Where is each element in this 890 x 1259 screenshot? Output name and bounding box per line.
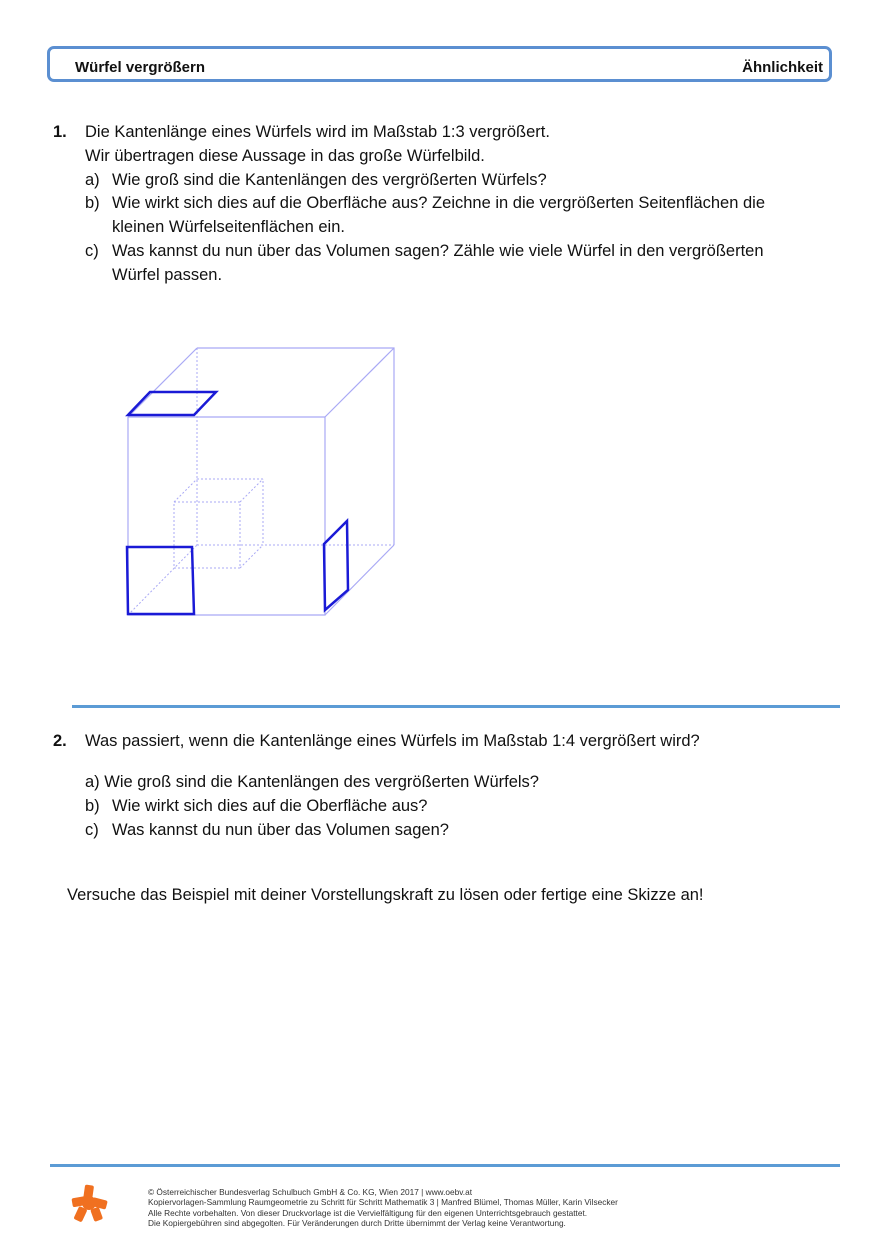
small-faces xyxy=(127,392,348,614)
task2-b-text: Wie wirkt sich dies auf die Oberfläche aus? xyxy=(112,797,428,815)
task1-c-letter: c) xyxy=(85,242,99,260)
footer-line4: Die Kopiergebühren sind abgegolten. Für Veränderungen durch Dritte übernimmt der Verlag keine Verantwortung. xyxy=(148,1217,566,1228)
cube-diagram xyxy=(120,340,410,630)
task1-c-text1: Was kannst du nun über das Volumen sagen? Zähle wie viele Würfel in den vergrößerten xyxy=(112,242,764,260)
section-divider xyxy=(72,705,840,708)
task2-hint: Versuche das Beispiel mit deiner Vorstellungskraft zu lösen oder fertige eine Skizze an! xyxy=(67,886,704,904)
task1-b-text1: Wie wirkt sich dies auf die Oberfläche aus? Zeichne in die vergrößerten Seitenflächen die xyxy=(112,194,766,212)
task2-c-letter: c) xyxy=(85,821,99,839)
header-box xyxy=(47,46,832,82)
footer-line2: Kopiervorlagen-Sammlung Raumgeometrie zu Schritt für Schritt Mathematik 3 | Manfred Blümel, Thomas Müller, Karin Vilsecker xyxy=(148,1197,618,1208)
footer-divider xyxy=(50,1164,840,1167)
task1-line2: Wir übertragen diese Aussage in das große Würfelbild. xyxy=(85,147,485,165)
worksheet-topic: Ähnlichkeit xyxy=(742,59,823,76)
footer-line3: Alle Rechte vorbehalten. Von dieser Druckvorlage ist die Vervielfältigung für den eigenen Unterrichtsgebrauch gestattet. xyxy=(148,1207,588,1218)
footer-line1: © Österreichischer Bundesverlag Schulbuch GmbH & Co. KG, Wien 2017 | www.oebv.at xyxy=(148,1187,472,1197)
worksheet-title: Würfel vergrößern xyxy=(75,59,206,76)
task1-a-text: Wie groß sind die Kantenlängen des vergrößerten Würfels? xyxy=(112,171,547,189)
task1-number: 1. xyxy=(53,123,67,141)
task2-b-letter: b) xyxy=(85,797,100,815)
task1-b-text2: kleinen Würfelseitenflächen ein. xyxy=(112,218,345,236)
task2-c-text: Was kannst du nun über das Volumen sagen? xyxy=(112,821,449,839)
footer-copyright xyxy=(148,1187,618,1228)
task2-line1: Was passiert, wenn die Kantenlänge eines Würfels im Maßstab 1:4 vergrößert wird? xyxy=(85,732,700,750)
front-small-face xyxy=(127,547,194,614)
task1-line1: Die Kantenlänge eines Würfels wird im Maßstab 1:3 vergrößert. xyxy=(85,123,550,141)
task2-a-text: a) Wie groß sind die Kantenlängen des vergrößerten Würfels? xyxy=(85,773,539,791)
task1-a-letter: a) xyxy=(85,171,100,189)
task1-b-letter: b) xyxy=(85,194,100,212)
task1-c-text2: Würfel passen. xyxy=(112,266,223,284)
publisher-logo-icon xyxy=(70,1183,110,1223)
side-small-face xyxy=(324,521,348,610)
task2-number: 2. xyxy=(53,732,67,750)
